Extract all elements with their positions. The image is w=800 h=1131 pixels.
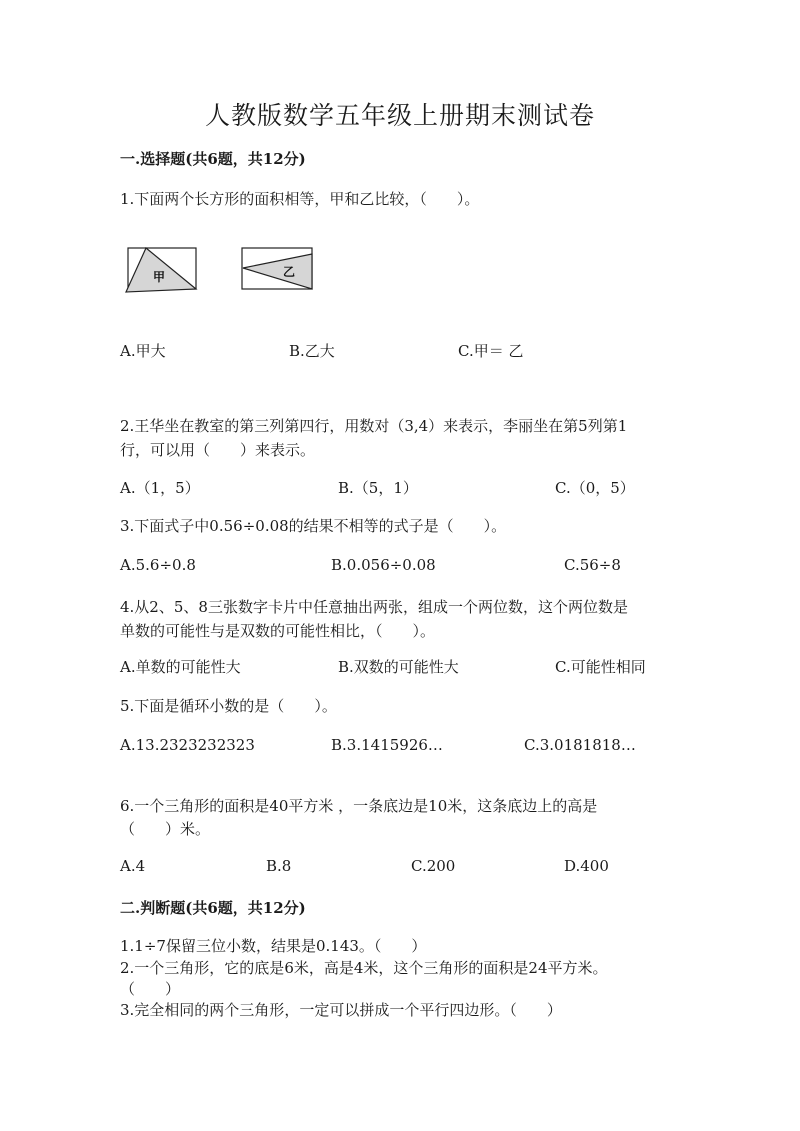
page-title: 人教版数学五年级上册期末测试卷 <box>204 101 595 130</box>
q6-option-d: D.400 <box>564 857 609 875</box>
judgement-2-text-line-1: 2.一个三角形，它的底是6米，高是4米，这个三角形的面积是24平方米。 <box>120 959 608 977</box>
q3-option-a: A.5.6÷0.8 <box>120 556 196 574</box>
rectangle-jia <box>126 248 196 292</box>
q5-option-a: A.13.2323232323 <box>120 736 255 754</box>
question-1-text: 1.下面两个长方形的面积相等，甲和乙比较，（ ）。 <box>120 190 480 208</box>
rectangle-yi <box>242 248 312 289</box>
judgement-3-text: 3.完全相同的两个三角形，一定可以拼成一个平行四边形。（ ） <box>120 1001 562 1019</box>
section-heading-choice: 一.选择题(共6题，共12分) <box>120 150 306 168</box>
judgement-2-text-line-2: （ ） <box>120 980 181 998</box>
question-3-text: 3.下面式子中0.56÷0.08的结果不相等的式子是（ ）。 <box>120 517 507 535</box>
q1-option-c: C.甲＝ 乙 <box>458 342 524 360</box>
question-4-text-line-2: 单数的可能性与是双数的可能性相比，（ ）。 <box>120 622 436 640</box>
q2-option-a: A.（1，5） <box>120 479 200 497</box>
q2-option-c: C.（0，5） <box>555 479 635 497</box>
label-yi: 乙 <box>283 265 296 279</box>
q1-option-b: B.乙大 <box>289 342 335 360</box>
question-6-text-line-2: （ ）米。 <box>120 820 211 838</box>
question-4-text-line-1: 4.从2、5、8三张数字卡片中任意抽出两张，组成一个两位数，这个两位数是 <box>120 598 628 616</box>
q5-option-b: B.3.1415926… <box>331 736 443 754</box>
question-5-text: 5.下面是循环小数的是（ ）。 <box>120 697 337 715</box>
q4-option-a: A.单数的可能性大 <box>120 658 241 676</box>
q4-option-b: B.双数的可能性大 <box>338 658 459 676</box>
rectangles-figure <box>120 240 320 296</box>
question-2-text-line-2: 行，可以用（ ）来表示。 <box>120 441 316 459</box>
q2-option-b: B.（5，1） <box>338 479 418 497</box>
question-2-text-line-1: 2.王华坐在教室的第三列第四行，用数对（3,4）来表示，李丽坐在第5列第1 <box>120 417 628 435</box>
q3-option-c: C.56÷8 <box>564 556 621 574</box>
q6-option-c: C.200 <box>411 857 456 875</box>
judgement-1-text: 1.1÷7保留三位小数，结果是0.143。（ ） <box>120 937 427 955</box>
q1-option-a: A.甲大 <box>120 342 166 360</box>
label-jia: 甲 <box>153 270 166 284</box>
q4-option-c: C.可能性相同 <box>555 658 646 676</box>
q6-option-a: A.4 <box>120 857 146 875</box>
q6-option-b: B.8 <box>266 857 292 875</box>
q3-option-b: B.0.056÷0.08 <box>331 556 436 574</box>
question-6-text-line-1: 6.一个三角形的面积是40平方米 ，一条底边是10米，这条底边上的高是 <box>120 797 598 815</box>
q5-option-c: C.3.0181818… <box>524 736 636 754</box>
section-heading-true-false: 二.判断题(共6题，共12分) <box>120 899 306 917</box>
